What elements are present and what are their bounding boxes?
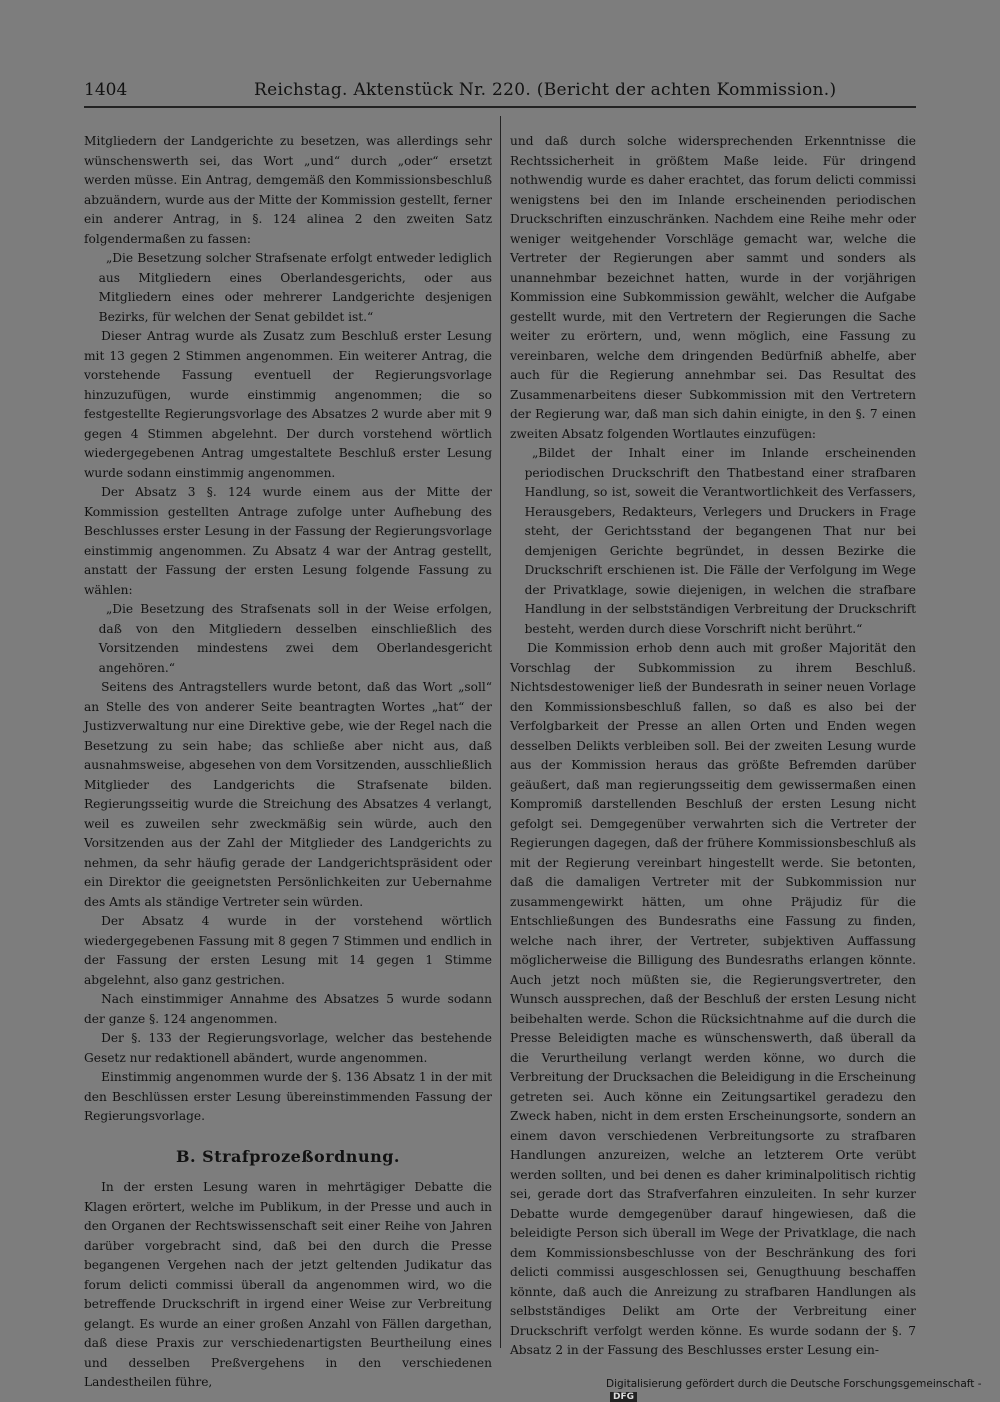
paragraph: Der Absatz 4 wurde in der vorstehend wörtlich wiedergegebenen Fassung mit 8 gegen 7 Stimmen und endlich in der Fassung der ersten Lesung mit 14 gegen 1 Stimme abgelehnt, also ganz gestrichen. <box>84 914 492 987</box>
column-divider <box>500 116 501 1348</box>
paragraph: und daß durch solche widersprechenden Erkenntnisse die Rechtssicherheit in größtem Maße leide. Für dringend nothwendig wurde es daher erachtet, das forum delicti commissi wenigstens bei den im Inlande erscheinenden periodischen Druckschriften einzuschränken. Nachdem eine Reihe mehr oder weniger weitgehender Vorschläge gemacht war, welche die Vertreter der Regierungen aber sammt und sonders als unannehmbar bezeichnet hatten, wurde in der vorjährigen Kommission eine Subkommission gewählt, welcher die Aufgabe gestellt wurde, mit den Vertretern der Regierungen die Sache weiter zu erörtern, und, wenn möglich, eine Fassung zu vereinbaren, welche dem dringenden Bedürfniß abhelfe, aber auch für die Regierung annehmbar sei. Das Resultat des Zusammenarbeitens dieser Subkommission mit den Vertretern der Regierung war, daß man sich dahin einigte, in den §. 7 einen zweiten Absatz folgenden Wortlautes einzufügen: <box>510 134 916 441</box>
paragraph: In der ersten Lesung waren in mehrtägiger Debatte die Klagen erörtert, welche im Publikum, in der Presse und auch in den Organen der Rechtswissenschaft seit einer Reihe von Jahren darüber vorgebracht sind, daß bei den durch die Presse begangenen Vergehen nach der jetzt geltenden Judikatur das forum delicti commissi überall da angenommen wird, wo die betreffende Druckschrift in irgend einer Weise zur Verbreitung gelangt. Es wurde an einer großen Anzahl von Fällen dargethan, daß diese Praxis zur verschiedenartigsten Beurtheilung eines und desselben Preßvergehens in den verschiedenen Landestheilen führe, <box>84 1180 492 1389</box>
page-header <box>84 80 916 104</box>
footer <box>606 1378 1000 1402</box>
paragraph: Seitens des Antragstellers wurde betont, daß das Wort „soll“ an Stelle des von anderer Seite beantragten Wortes „hat“ der Justizverwaltung nur eine Direktive gebe, wie der Regel nach die Besetzung zu sein habe; das schließe aber nicht aus, daß ausnahmsweise, abgesehen von dem Vorsitzenden, ausschließlich Mitglieder des Landgerichts die Strafsenate bilden. Regierungsseitig wurde die Streichung des Absatzes 4 verlangt, weil es zuweilen sehr zweckmäßig sein würde, auch den Vorsitzenden aus der Zahl der Mitglieder des Landgerichts zu nehmen, da sehr häufig gerade der Landgerichtspräsident oder ein Direktor die geeignetsten Persönlichkeiten zur Uebernahme des Amts als ständige Vertreter sein würden. <box>84 680 492 909</box>
paragraph: Der §. 133 der Regierungsvorlage, welcher das bestehende Gesetz nur redaktionell abändert, wurde angenommen. <box>84 1031 492 1065</box>
dfg-logo: DFG <box>610 1392 637 1402</box>
paragraph: Dieser Antrag wurde als Zusatz zum Beschluß erster Lesung mit 13 gegen 2 Stimmen angenommen. Ein weiterer Antrag, die vorstehende Fassung eventuell der Regierungsvorlage hinzuzufügen, wurde einstimmig angenommen; die so festgestellte Regierungsvorlage des Absatzes 2 wurde aber mit 9 gegen 4 Stimmen abgelehnt. Der durch vorstehend wörtlich wiedergegebenen Antrag umgestaltete Beschluß erster Lesung wurde sodann einstimmig angenommen. <box>84 329 492 480</box>
quoted-text: „Die Besetzung solcher Strafsenate erfolgt entweder lediglich aus Mitgliedern eines Oberlandesgerichts, oder aus Mitgliedern eines oder mehrerer Landgerichte desjenigen Bezirks, für welchen der Senat gebildet ist.“ <box>98 251 492 324</box>
header-rule <box>84 106 916 108</box>
paragraph: Mitgliedern der Landgerichte zu besetzen, was allerdings sehr wünschenswerth sei, das Wort „und“ durch „oder“ ersetzt werden müsse. Ein Antrag, demgemäß den Kommissionsbeschluß abzuändern, wurde aus der Mitte der Kommission gestellt, ferner ein anderer Antrag, in §. 124 alinea 2 den zweiten Satz folgendermaßen zu fassen: <box>84 134 492 246</box>
footer-text: Digitalisierung gefördert durch die Deutsche Forschungsgemeinschaft - <box>606 1378 982 1390</box>
left-column <box>84 132 492 1393</box>
paragraph: Einstimmig angenommen wurde der §. 136 Absatz 1 in der mit den Beschlüssen erster Lesung übereinstimmenden Fassung der Regierungsvorlage. <box>84 1070 492 1123</box>
paragraph: Nach einstimmiger Annahme des Absatzes 5 wurde sodann der ganze §. 124 angenommen. <box>84 992 492 1026</box>
paragraph: Die Kommission erhob denn auch mit großer Majorität den Vorschlag der Subkommission zu ihrem Beschluß. Nichtsdestoweniger ließ der Bundesrath in seiner neuen Vorlage den Kommissionsbeschluß fallen, so daß es also bei der Verfolgbarkeit der Presse an allen Orten und Enden wegen desselben Delikts verbleiben soll. Bei der zweiten Lesung wurde aus der Kommission heraus das größte Befremden darüber geäußert, daß man regierungsseitig dem gewissermaßen einen Kompromiß darstellenden Beschluß der ersten Lesung nicht gefolgt sei. Demgegenüber verwahrten sich die Vertreter der Regierungen dagegen, daß der frühere Kommissionsbeschluß als mit der Regierung vereinbart hingestellt werde. Sie betonten, daß die damaligen Vertreter mit der Subkommission nur zusammengewirkt hätten, um ohne Präjudiz für die Entschließungen des Bundesraths eine Fassung zu finden, welche nach ihrer, der Vertreter, subjektiven Auffassung möglicherweise die Billigung des Bundesraths erlangen könnte. Auch jetzt noch müßten sie, die Regierungsvertreter, den Wunsch aussprechen, daß der Beschluß der ersten Lesung nicht beibehalten werde. Schon die Rücksichtnahme auf die durch die Presse Beleidigten mache es wünschenswerth, daß überall da die Verurtheilung verlangt werden könne, wo durch die Verbreitung der Drucksachen die Beleidigung in die Erscheinung getreten sei. Auch könne ein Zeitungsartikel geradezu den Zweck haben, nicht in dem ersten Erscheinungsorte, sondern an einem davon verschiedenen Verbreitungsorte zu strafbaren Handlungen anzureizen, welche an letzterem Orte verübt werden sollten, und bei denen es daher kriminalpolitisch richtig sei, gerade dort das Strafverfahren einzuleiten. In sehr kurzer Debatte wurde demgegenüber darauf hingewiesen, daß die beleidigte Person sich überall im Wege der Privatklage, die nach dem Kommissionsbeschlusse von der Beschränkung des fori delicti commissi ausgeschlossen sei, Genugthuung beschaffen könnte, daß auch die Anreizung zu strafbaren Handlungen als selbstständiges Delikt am Orte der Verbreitung einer Druckschrift verfolgt werden könne. Es wurde sodann der §. 7 Absatz 2 in der Fassung des Beschlusses erster Lesung ein- <box>510 641 916 1357</box>
quoted-text: „Bildet der Inhalt einer im Inlande erscheinenden periodischen Druckschrift den Thatbestand einer strafbaren Handlung, so ist, soweit die Verantwortlichkeit des Verfassers, Herausgebers, Redakteurs, Verlegers und Druckers in Frage steht, der Gerichtsstand der begangenen That nur bei demjenigen Gerichte begründet, in dessen Bezirke die Druckschrift erschienen ist. Die Fälle der Verfolgung im Wege der Privatklage, sowie diejenigen, in welchen die strafbare Handlung in der selbstständigen Verbreitung der Druckschrift besteht, werden durch diese Vorschrift nicht berührt.“ <box>524 446 916 636</box>
section-heading: B. Strafprozeßordnung. <box>176 1146 400 1166</box>
running-title: Reichstag. Aktenstück Nr. 220. (Bericht der achten Kommission.) <box>254 80 837 100</box>
right-column <box>510 132 916 1361</box>
page-number: 1404 <box>84 80 128 100</box>
paragraph: Der Absatz 3 §. 124 wurde einem aus der Mitte der Kommission gestellten Antrage zufolge unter Aufhebung des Beschlusses erster Lesung in der Fassung der Regierungsvorlage einstimmig angenommen. Zu Absatz 4 war der Antrag gestellt, anstatt der Fassung der ersten Lesung folgende Fassung zu wählen: <box>84 485 492 597</box>
quoted-text: „Die Besetzung des Strafsenats soll in der Weise erfolgen, daß von den Mitgliedern desselben einschließlich des Vorsitzenden mindestens zwei dem Oberlandesgericht angehören.“ <box>98 602 492 675</box>
